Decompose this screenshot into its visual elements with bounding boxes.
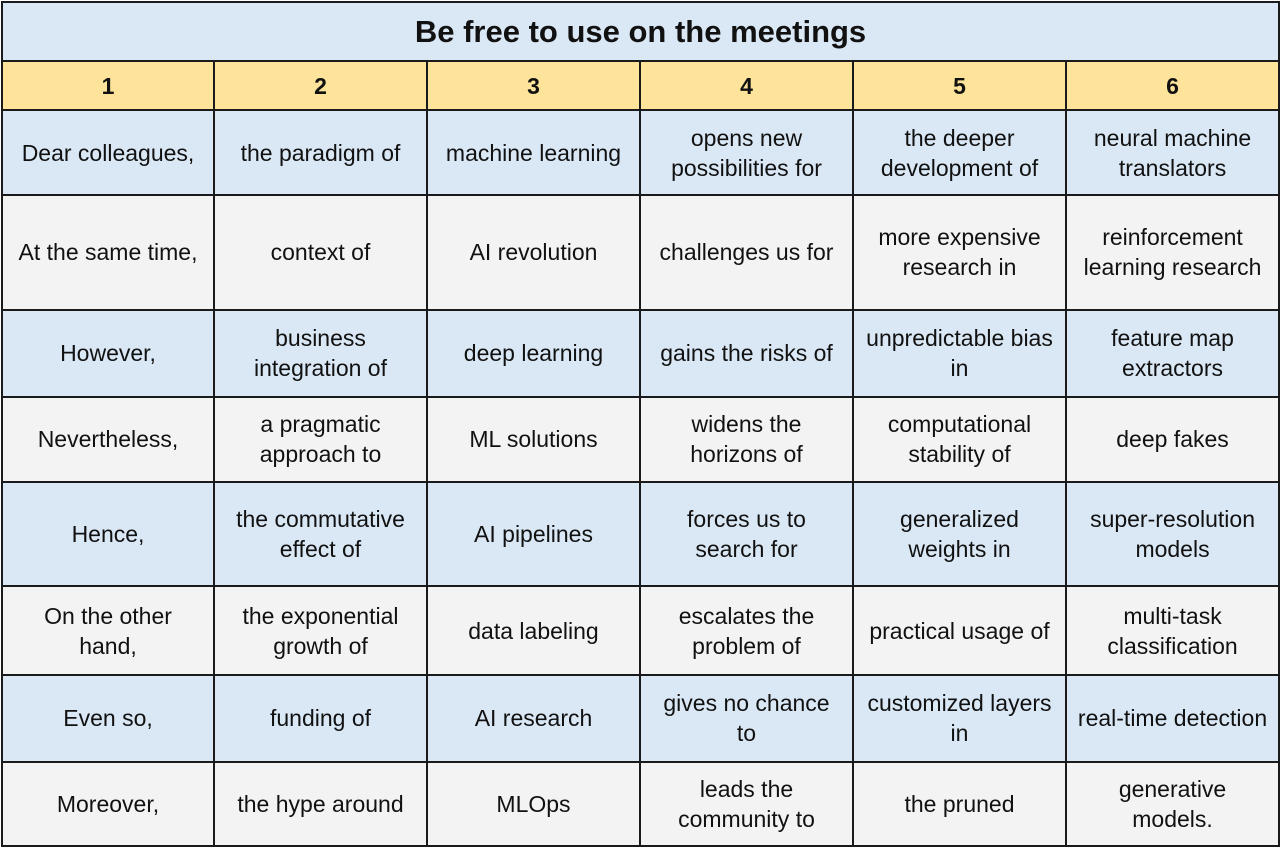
table-cell: However, (2, 310, 214, 397)
table-cell: Even so, (2, 675, 214, 762)
table-cell: the commutative effect of (214, 482, 427, 586)
table-row (2, 195, 1279, 310)
table-cell: feature map extractors (1066, 310, 1279, 397)
table-cell: the paradigm of (214, 110, 427, 195)
table-cell: ML solutions (427, 397, 640, 482)
table-cell: deep fakes (1066, 397, 1279, 482)
table-cell: Moreover, (2, 762, 214, 846)
table-cell: Dear colleagues, (2, 110, 214, 195)
table-row (2, 586, 1279, 674)
table-cell: reinforcement learning research (1066, 195, 1279, 310)
table-cell: practical usage of (853, 586, 1066, 674)
table-cell: gives no chance to (640, 675, 853, 762)
table-cell: business integration of (214, 310, 427, 397)
title-row (2, 2, 1279, 61)
table-cell: AI pipelines (427, 482, 640, 586)
table-cell: super-resolution models (1066, 482, 1279, 586)
table-cell: the hype around (214, 762, 427, 846)
table-cell: opens new possibilities for (640, 110, 853, 195)
table-cell: real-time detection (1066, 675, 1279, 762)
column-header-row (2, 61, 1279, 110)
table-cell: the pruned (853, 762, 1066, 846)
table-cell: Hence, (2, 482, 214, 586)
table-row (2, 762, 1279, 846)
table-cell: context of (214, 195, 427, 310)
table-cell: leads the community to (640, 762, 853, 846)
table-cell: generalized weights in (853, 482, 1066, 586)
table-cell: data labeling (427, 586, 640, 674)
table-cell: AI revolution (427, 195, 640, 310)
table-cell: MLOps (427, 762, 640, 846)
phrase-table (1, 1, 1280, 847)
table-cell: AI research (427, 675, 640, 762)
table-cell: generative models. (1066, 762, 1279, 846)
table-row (2, 397, 1279, 482)
table-row (2, 110, 1279, 195)
table-cell: machine learning (427, 110, 640, 195)
table-cell: multi-task classification (1066, 586, 1279, 674)
table-cell: gains the risks of (640, 310, 853, 397)
column-header: 6 (1066, 61, 1279, 110)
table-cell: computational stability of (853, 397, 1066, 482)
table-cell: the deeper development of (853, 110, 1066, 195)
table-cell: At the same time, (2, 195, 214, 310)
table-cell: Nevertheless, (2, 397, 214, 482)
table-row (2, 310, 1279, 397)
column-header: 2 (214, 61, 427, 110)
table-cell: escalates the problem of (640, 586, 853, 674)
column-header: 4 (640, 61, 853, 110)
table-cell: forces us to search for (640, 482, 853, 586)
table-row (2, 675, 1279, 762)
table-cell: funding of (214, 675, 427, 762)
table-cell: the exponential growth of (214, 586, 427, 674)
column-header: 5 (853, 61, 1066, 110)
column-header: 3 (427, 61, 640, 110)
table-cell: neural machine translators (1066, 110, 1279, 195)
table-cell: customized layers in (853, 675, 1066, 762)
table-cell: unpredictable bias in (853, 310, 1066, 397)
table-cell: On the other hand, (2, 586, 214, 674)
table-row (2, 482, 1279, 586)
table-cell: a pragmatic approach to (214, 397, 427, 482)
table-cell: challenges us for (640, 195, 853, 310)
table-cell: deep learning (427, 310, 640, 397)
table-title: Be free to use on the meetings (2, 2, 1279, 61)
table-cell: widens the horizons of (640, 397, 853, 482)
table-cell: more expensive research in (853, 195, 1066, 310)
column-header: 1 (2, 61, 214, 110)
